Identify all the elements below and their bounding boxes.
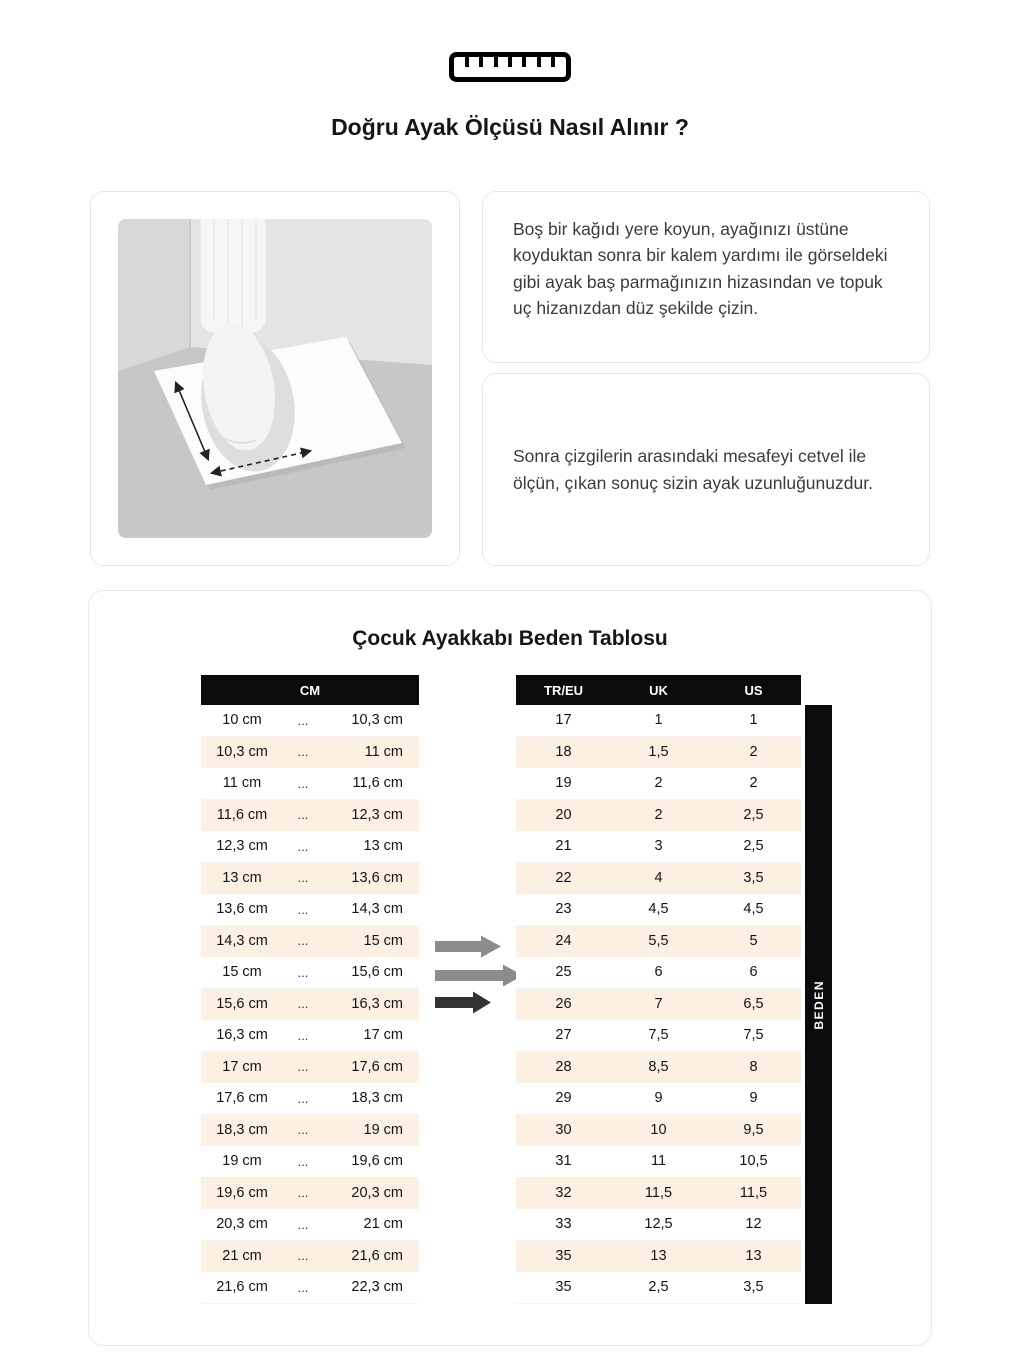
size-row xyxy=(516,1241,801,1273)
cm-range-row xyxy=(201,1146,419,1178)
cm-to-value: 11 cm xyxy=(364,743,403,760)
size-cell: 9,5 xyxy=(743,1121,764,1138)
cm-separator: ... xyxy=(297,1122,309,1138)
size-cell: 5,5 xyxy=(648,932,669,949)
size-row xyxy=(516,1083,801,1115)
cm-separator: ... xyxy=(297,1090,309,1106)
size-cell: 3,5 xyxy=(743,869,764,886)
cm-separator: ... xyxy=(297,964,309,980)
cm-from-value: 13,6 cm xyxy=(216,901,268,918)
size-cell: 2 xyxy=(749,743,758,760)
cm-to-value: 20,3 cm xyxy=(351,1184,403,1201)
size-cell: 11 xyxy=(650,1153,667,1170)
cm-from-value: 15 cm xyxy=(222,964,262,981)
size-cell: 1 xyxy=(749,712,758,729)
cm-to-value: 13,6 cm xyxy=(351,869,403,886)
cm-from-value: 16,3 cm xyxy=(216,1027,268,1044)
size-cell: 4 xyxy=(654,869,663,886)
size-cell: 28 xyxy=(555,1058,572,1075)
size-cell: 4,5 xyxy=(743,901,764,918)
beden-label: BEDEN xyxy=(811,979,826,1030)
cm-range-row xyxy=(201,894,419,926)
cm-to-value: 21,6 cm xyxy=(351,1247,403,1264)
size-row xyxy=(516,926,801,958)
page-title: Doğru Ayak Ölçüsü Nasıl Alınır ? xyxy=(331,114,689,140)
size-cell: 7,5 xyxy=(648,1027,669,1044)
size-cell: 24 xyxy=(555,932,572,949)
cm-separator: ... xyxy=(297,1279,309,1295)
cm-from-value: 14,3 cm xyxy=(216,932,268,949)
size-row xyxy=(516,1146,801,1178)
size-cell: 10,5 xyxy=(739,1153,768,1170)
size-table-rows xyxy=(516,705,801,1304)
size-row xyxy=(516,863,801,895)
size-cell: 6 xyxy=(749,964,758,981)
ruler-icon xyxy=(0,0,1020,82)
cm-to-value: 17,6 cm xyxy=(351,1058,403,1075)
instruction-column xyxy=(482,191,930,566)
size-cell: 6,5 xyxy=(743,995,764,1012)
cm-from-value: 12,3 cm xyxy=(216,838,268,855)
cm-to-value: 17 cm xyxy=(363,1027,403,1044)
cm-to-value: 12,3 cm xyxy=(351,806,403,823)
cm-table-rows xyxy=(201,705,419,1304)
cm-to-value: 15,6 cm xyxy=(351,964,403,981)
size-row xyxy=(516,1272,801,1304)
cm-separator: ... xyxy=(297,1248,309,1264)
cm-separator: ... xyxy=(297,775,309,791)
how-to-section xyxy=(90,191,930,566)
size-cell: 9 xyxy=(749,1090,758,1107)
cm-range-row xyxy=(201,737,419,769)
size-cell: 21 xyxy=(555,838,572,855)
size-cell: 25 xyxy=(555,964,572,981)
cm-to-value: 19 cm xyxy=(363,1121,403,1138)
size-conversion-table xyxy=(516,675,801,1304)
size-cell: 2 xyxy=(654,775,663,792)
cm-from-value: 21,6 cm xyxy=(216,1279,268,1296)
cm-from-value: 21 cm xyxy=(222,1247,262,1264)
beden-sidebar xyxy=(805,705,832,1304)
cm-separator: ... xyxy=(297,1153,309,1169)
size-row xyxy=(516,1115,801,1147)
size-row xyxy=(516,800,801,832)
cm-separator: ... xyxy=(297,744,309,760)
cm-separator: ... xyxy=(297,1185,309,1201)
size-cell: 2,5 xyxy=(648,1279,669,1296)
cm-range-row xyxy=(201,1020,419,1052)
cm-separator: ... xyxy=(297,870,309,886)
cm-range-row xyxy=(201,768,419,800)
size-cell: 11,5 xyxy=(739,1184,768,1201)
cm-to-value: 13 cm xyxy=(363,838,403,855)
size-row xyxy=(516,894,801,926)
cm-to-value: 11,6 cm xyxy=(352,775,403,792)
cm-range-row xyxy=(201,957,419,989)
size-cell: 7,5 xyxy=(743,1027,764,1044)
size-cell: 3 xyxy=(654,838,663,855)
size-cell: 35 xyxy=(555,1247,572,1264)
foot-measurement-photo xyxy=(118,219,432,538)
cm-separator: ... xyxy=(297,1216,309,1232)
cm-to-value: 14,3 cm xyxy=(351,901,403,918)
cm-separator: ... xyxy=(297,901,309,917)
size-cell: 30 xyxy=(555,1121,572,1138)
cm-to-value: 19,6 cm xyxy=(351,1153,403,1170)
instruction-text-measure: Sonra çizgilerin arasındaki mesafeyi cetvel ile ölçün, çıkan sonuç sizin ayak uzunluğunuzdur. xyxy=(513,446,873,493)
cm-range-row xyxy=(201,1052,419,1084)
size-row xyxy=(516,737,801,769)
cm-separator: ... xyxy=(297,933,309,949)
size-cell: 2 xyxy=(654,806,663,823)
size-column-header: US xyxy=(744,682,763,698)
cm-range-row xyxy=(201,1178,419,1210)
size-column-header: TR/EU xyxy=(544,682,583,698)
cm-range-row xyxy=(201,926,419,958)
size-row xyxy=(516,705,801,737)
cm-from-value: 11 cm xyxy=(222,775,262,792)
cm-to-value: 15 cm xyxy=(363,932,403,949)
size-row xyxy=(516,831,801,863)
size-cell: 10 xyxy=(650,1121,667,1138)
instruction-text-draw: Boş bir kağıdı yere koyun, ayağınızı üstüne koyduktan sonra bir kalem yardımı ile görseldeki gibi ayak baş parmağınızın hizasından ve topuk uç hizanızdan düz şekilde çizin. xyxy=(513,219,888,318)
size-cell: 29 xyxy=(555,1090,572,1107)
size-cell: 19 xyxy=(555,775,572,792)
cm-range-row xyxy=(201,705,419,737)
cm-range-row xyxy=(201,863,419,895)
size-cell: 31 xyxy=(555,1153,572,1170)
size-cell: 18 xyxy=(555,743,572,760)
cm-separator: ... xyxy=(297,807,309,823)
size-cell: 13 xyxy=(650,1247,667,1264)
cm-range-row xyxy=(201,1209,419,1241)
size-table-area xyxy=(89,675,931,1305)
size-column-header: UK xyxy=(649,682,668,698)
size-cell: 26 xyxy=(555,995,572,1012)
size-row xyxy=(516,957,801,989)
size-cell: 35 xyxy=(555,1279,572,1296)
size-cell: 7 xyxy=(654,995,663,1012)
size-cell: 11,5 xyxy=(644,1184,673,1201)
size-cell: 2,5 xyxy=(743,838,764,855)
cm-range-row xyxy=(201,1083,419,1115)
size-cell: 23 xyxy=(555,901,572,918)
size-row xyxy=(516,1052,801,1084)
size-cell: 33 xyxy=(555,1216,572,1233)
cm-separator: ... xyxy=(297,996,309,1012)
cm-to-value: 18,3 cm xyxy=(351,1090,403,1107)
cm-from-value: 15,6 cm xyxy=(216,995,268,1012)
cm-from-value: 18,3 cm xyxy=(216,1121,268,1138)
cm-range-row xyxy=(201,1241,419,1273)
size-cell: 6 xyxy=(654,964,663,981)
size-cell: 8,5 xyxy=(648,1058,669,1075)
cm-range-row xyxy=(201,989,419,1021)
size-cell: 2 xyxy=(749,775,758,792)
size-cell: 2,5 xyxy=(743,806,764,823)
cm-to-value: 16,3 cm xyxy=(351,995,403,1012)
size-row xyxy=(516,1178,801,1210)
cm-from-value: 11,6 cm xyxy=(216,806,268,823)
cm-from-value: 19,6 cm xyxy=(216,1184,268,1201)
cm-separator: ... xyxy=(297,1027,309,1043)
size-row xyxy=(516,1209,801,1241)
cm-range-row xyxy=(201,831,419,863)
cm-to-value: 22,3 cm xyxy=(351,1279,403,1296)
cm-range-row xyxy=(201,800,419,832)
size-cell: 20 xyxy=(555,806,572,823)
size-cell: 1 xyxy=(654,712,663,729)
size-cell: 12,5 xyxy=(644,1216,673,1233)
size-cell: 1,5 xyxy=(648,743,669,760)
size-cell: 13 xyxy=(745,1247,762,1264)
cm-from-value: 17,6 cm xyxy=(216,1090,268,1107)
conversion-arrows-icon xyxy=(433,932,525,1016)
cm-separator: ... xyxy=(297,838,309,854)
cm-to-value: 10,3 cm xyxy=(351,712,403,729)
instruction-card-measure xyxy=(482,373,930,566)
size-cell: 5 xyxy=(749,932,758,949)
cm-from-value: 10,3 cm xyxy=(216,743,268,760)
size-cell: 17 xyxy=(555,712,572,729)
size-cell: 22 xyxy=(555,869,572,886)
size-table-card xyxy=(88,590,932,1346)
size-cell: 8 xyxy=(749,1058,758,1075)
cm-range-row xyxy=(201,1272,419,1304)
size-row xyxy=(516,768,801,800)
ruler-icon-svg xyxy=(449,52,571,82)
size-row xyxy=(516,1020,801,1052)
cm-from-value: 19 cm xyxy=(222,1153,262,1170)
cm-from-value: 10 cm xyxy=(222,712,262,729)
measurement-photo-card xyxy=(90,191,460,566)
cm-range-row xyxy=(201,1115,419,1147)
cm-separator: ... xyxy=(297,712,309,728)
size-cell: 4,5 xyxy=(648,901,669,918)
instruction-card-draw xyxy=(482,191,930,363)
size-cell: 32 xyxy=(555,1184,572,1201)
cm-table-header: CM xyxy=(201,675,419,705)
size-table-title: Çocuk Ayakkabı Beden Tablosu xyxy=(352,627,668,650)
size-table-header-row xyxy=(516,675,801,705)
size-cell: 3,5 xyxy=(743,1279,764,1296)
cm-to-value: 21 cm xyxy=(363,1216,403,1233)
size-cell: 9 xyxy=(654,1090,663,1107)
size-cell: 12 xyxy=(745,1216,762,1233)
cm-separator: ... xyxy=(297,1059,309,1075)
size-row xyxy=(516,989,801,1021)
size-cell: 27 xyxy=(555,1027,572,1044)
cm-from-value: 20,3 cm xyxy=(216,1216,268,1233)
cm-table xyxy=(201,675,419,1304)
cm-from-value: 13 cm xyxy=(222,869,262,886)
cm-from-value: 17 cm xyxy=(222,1058,262,1075)
